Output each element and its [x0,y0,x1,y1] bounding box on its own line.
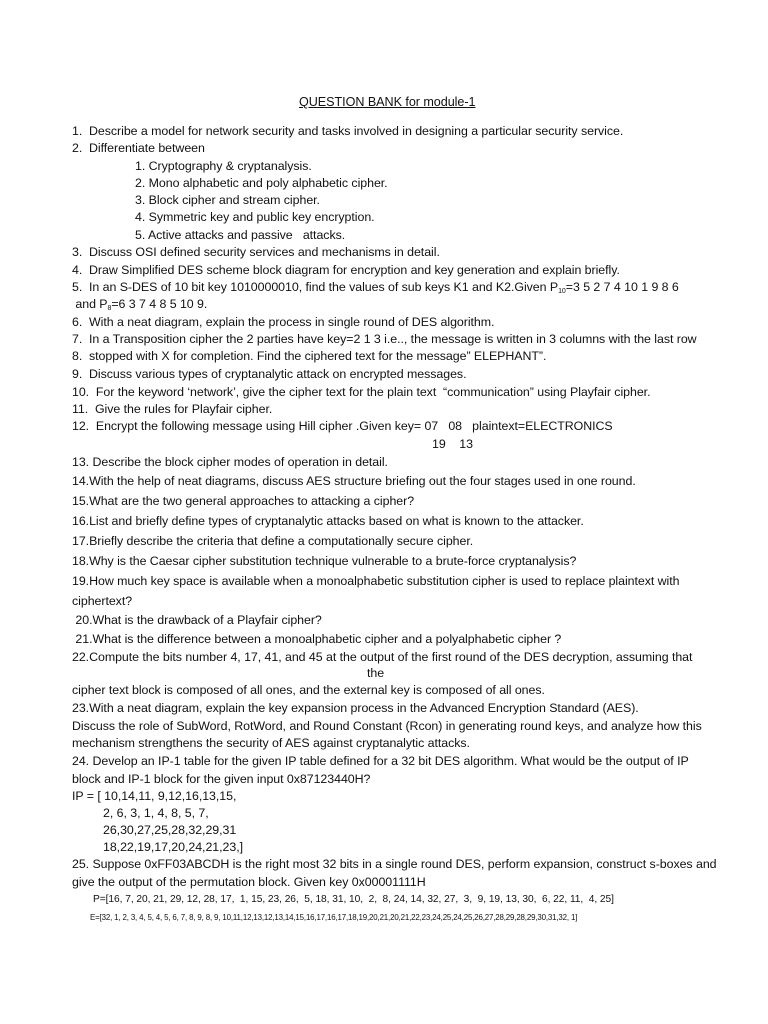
question-5-text-c: and P [72,297,108,311]
page-title: QUESTION BANK for module-1 [299,95,476,109]
question-22-line-1: 22.Compute the bits number 4, 17, 41, and 45 at the output of the first round of the DES decryption, assuming that [72,650,693,664]
question-6: 6. With a neat diagram, explain the process in single round of DES algorithm. [72,315,495,329]
question-18: 18.Why is the Caesar cipher substitution technique vulnerable to a brute-force cryptanalysis? [72,554,577,568]
question-22-line-2: the [367,666,385,680]
question-21: 21.What is the difference between a monoalphabetic cipher and a polyalphabetic cipher ? [72,632,562,646]
question-22-line-3: cipher text block is composed of all ones, and the external key is composed of all ones. [72,683,545,697]
ip-table-row-1: IP = [ 10,14,11, 9,12,16,13,15, [72,789,237,803]
question-17: 17.Briefly describe the criteria that define a computationally secure cipher. [72,534,474,548]
question-4: 4. Draw Simplified DES scheme block diagram for encryption and key generation and explain briefly. [72,263,620,277]
question-5-text-b: =3 5 2 7 4 10 1 9 8 6 [565,280,679,294]
question-15: 15.What are the two general approaches to attacking a cipher? [72,494,415,508]
question-10: 10. For the keyword ‘network’, give the cipher text for the plain text “communication” using Playfair cipher. [72,385,651,399]
question-19-line-2: ciphertext? [72,594,133,608]
question-12: 12. Encrypt the following message using Hill cipher .Given key= 07 08 plaintext=ELECTRONICS [72,419,613,433]
question-25-line-1: 25. Suppose 0xFF03ABCDH is the right most 32 bits in a single round DES, perform expansion, construct s-boxes and [72,857,717,871]
question-2: 2. Differentiate between [72,141,205,155]
question-5-subscript-10: 10 [558,288,566,295]
question-5-line-2 [72,297,207,312]
question-24-line-1: 24. Develop an IP-1 table for the given IP table defined for a 32 bit DES algorithm. What would be the output of IP [72,754,689,768]
question-3: 3. Discuss OSI defined security services and mechanisms in detail. [72,245,440,259]
question-16: 16.List and briefly define types of cryptanalytic attacks based on what is known to the attacker. [72,514,584,528]
question-2-item-1: 1. Cryptography & cryptanalysis. [135,159,312,173]
question-5-line-1 [72,280,679,295]
question-5-text-d: =6 3 7 4 8 5 10 9. [111,297,208,311]
ip-table-row-4: 18,22,19,17,20,24,21,23,] [103,840,243,854]
question-11: 11. Give the rules for Playfair cipher. [72,402,273,416]
question-2-item-4: 4. Symmetric key and public key encryption. [135,210,375,224]
question-20: 20.What is the drawback of a Playfair cipher? [72,613,322,627]
expansion-table: E=[32, 1, 2, 3, 4, 5, 4, 5, 6, 7, 8, 9, 8, 9, 10,11,12,13,12,13,14,15,16,17,16,17,18,19,20,21,20,21,22,23,24,25,24,25,26,27,28,29,28,29,30,31,32, 1] [90,913,578,922]
question-23-line-2: Discuss the role of SubWord, RotWord, and Round Constant (Rcon) in generating round keys, and analyze how this [72,719,702,733]
question-19-line-1: 19.How much key space is available when a monoalphabetic substitution cipher is used to replace plaintext with [72,574,680,588]
ip-table-row-2: 2, 6, 3, 1, 4, 8, 5, 7, [103,806,209,820]
question-23-line-1: 23.With a neat diagram, explain the key expansion process in the Advanced Encryption Standard (AES). [72,701,639,715]
permutation-table: P=[16, 7, 20, 21, 29, 12, 28, 17, 1, 15, 23, 26, 5, 18, 31, 10, 2, 8, 24, 14, 32, 27, 3, 9, 19, 13, 30, 6, 22, 11, 4, 25] [93,894,614,905]
question-2-item-3: 3. Block cipher and stream cipher. [135,193,320,207]
question-1: 1. Describe a model for network security and tasks involved in designing a particular security service. [72,124,624,138]
question-9: 9. Discuss various types of cryptanalytic attack on encrypted messages. [72,367,467,381]
question-7: 7. In a Transposition cipher the 2 parties have key=2 1 3 i.e.., the message is written in 3 columns with the last row [72,332,697,346]
question-12-key-row-2: 19 13 [432,437,473,451]
question-23-line-3: mechanism strengthens the security of AES against cryptanalytic attacks. [72,736,470,750]
question-25-line-2: give the output of the permutation block. Given key 0x00001111H [72,875,426,889]
question-13: 13. Describe the block cipher modes of operation in detail. [72,455,388,469]
question-5-subscript-8: 8 [107,305,112,312]
question-2-item-2: 2. Mono alphabetic and poly alphabetic cipher. [135,176,388,190]
ip-table-row-3: 26,30,27,25,28,32,29,31 [103,823,237,837]
question-8: 8. stopped with X for completion. Find the ciphered text for the message” ELEPHANT”. [72,349,547,363]
question-2-item-5: 5. Active attacks and passive attacks. [135,228,346,242]
question-14: 14.With the help of neat diagrams, discuss AES structure briefing out the four stages used in one round. [72,474,636,488]
question-5-text-a: 5. In an S-DES of 10 bit key 1010000010, find the values of sub keys K1 and K2.Given P [72,280,559,294]
question-24-line-2: block and IP-1 block for the given input 0x87123440H? [72,772,371,786]
